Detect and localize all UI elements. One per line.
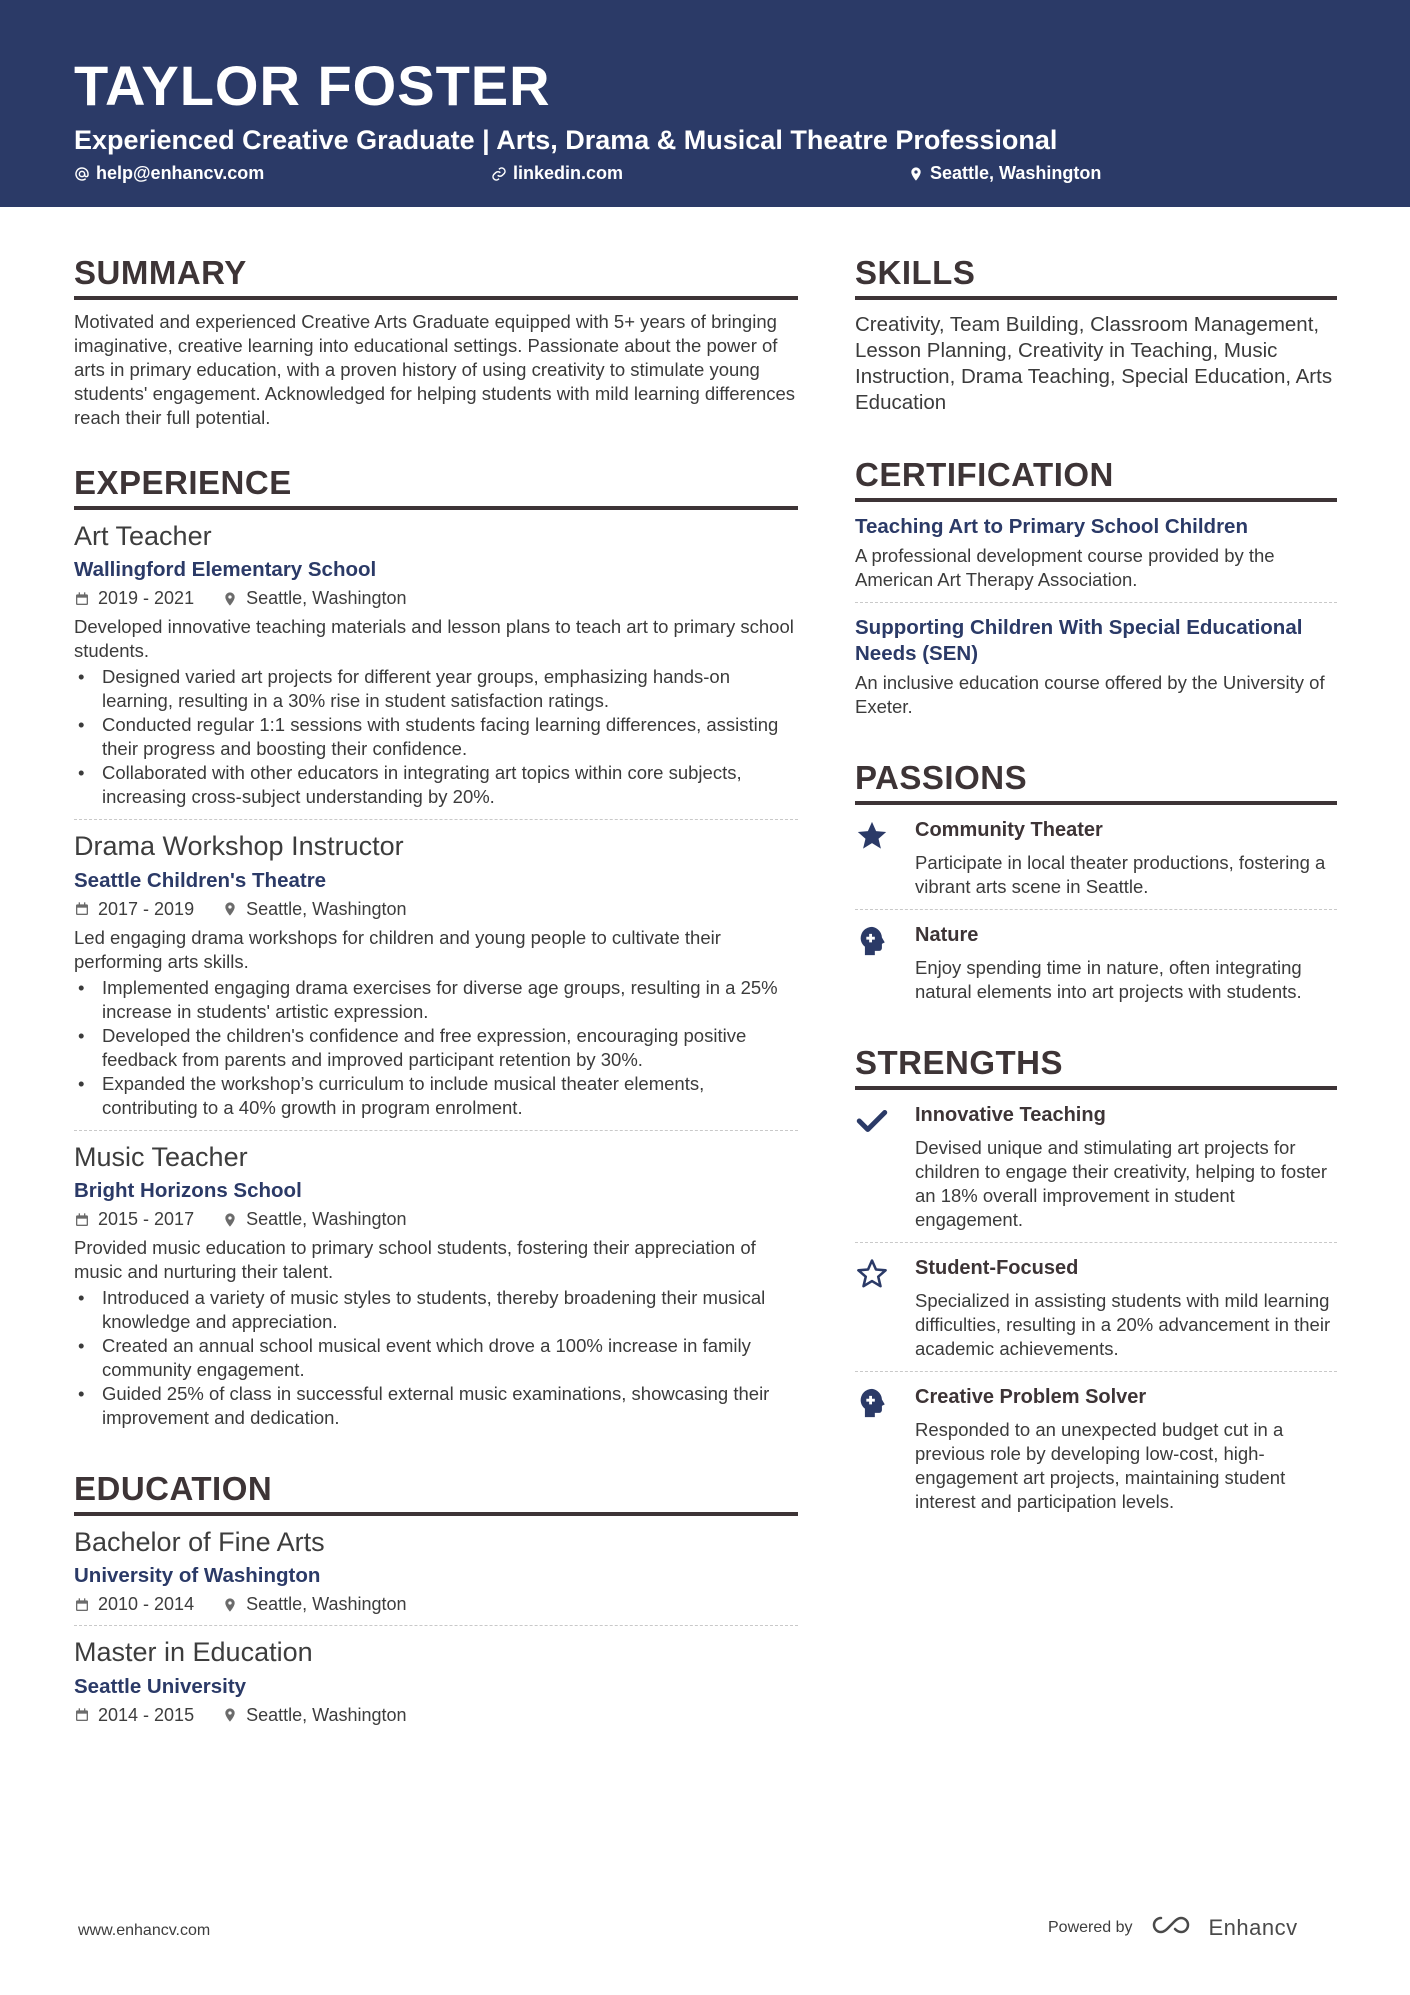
- experience-entry: [74, 1141, 798, 1430]
- strength-title: Innovative Teaching: [915, 1103, 1106, 1126]
- job-dates: 2015 - 2017: [98, 1209, 195, 1230]
- passion-entry: [855, 922, 1337, 1004]
- job-bullet: • Conducted regular 1:1 sessions with students facing learning differences, assisting their progress and boosting their confidence.: [74, 713, 798, 761]
- education-meta: [74, 1705, 798, 1726]
- resume-header: [0, 0, 1410, 207]
- candidate-name: TAYLOR FOSTER: [74, 54, 551, 117]
- education-title: EDUCATION: [74, 1470, 798, 1516]
- experience-entry: [74, 830, 798, 1130]
- job-description: Led engaging drama workshops for children and young people to cultivate their performing arts skills.: [74, 926, 721, 972]
- location-pin-icon: [222, 1597, 238, 1613]
- summary-title: SUMMARY: [74, 254, 798, 300]
- calendar-icon: [74, 901, 90, 917]
- location-pin-icon: [222, 1707, 238, 1723]
- education-dates: 2010 - 2014: [98, 1594, 195, 1615]
- job-bullet: • Designed varied art projects for different year groups, emphasizing hands-on learning, resulting in a 30% rise in student satisfaction ratings.: [74, 665, 798, 713]
- job-meta: [74, 1209, 798, 1230]
- job-bullet: • Implemented engaging drama exercises for diverse age groups, resulting in a 25% increase in students' artistic expression.: [74, 976, 798, 1024]
- passions-section: [855, 759, 1337, 1004]
- passion-title: Community Theater: [915, 818, 1103, 841]
- passion-description: Enjoy spending time in nature, often integrating natural elements into art projects with students.: [915, 956, 1302, 1002]
- job-company: Bright Horizons School: [74, 1179, 302, 1203]
- location-pin-icon: [222, 1212, 238, 1228]
- education-meta: [74, 1594, 798, 1615]
- experience-section: [74, 464, 798, 1430]
- job-meta: [74, 588, 798, 609]
- calendar-icon: [74, 1212, 90, 1228]
- degree-title: Bachelor of Fine Arts: [74, 1526, 325, 1557]
- contact-email[interactable]: [74, 163, 264, 184]
- job-description: Developed innovative teaching materials and lesson plans to teach art to primary school students.: [74, 616, 794, 662]
- job-location-text: Seattle, Washington: [246, 588, 407, 609]
- right-column: [855, 254, 1337, 1542]
- job-bullet: • Developed the children's confidence and free expression, encouraging positive feedback from parents and improved participant retention by 30%.: [74, 1024, 798, 1072]
- location-text: Seattle, Washington: [930, 163, 1102, 183]
- certification-entry: [855, 514, 1337, 603]
- experience-entry: [74, 520, 798, 820]
- education-location-text: Seattle, Washington: [246, 1594, 407, 1615]
- certification-description: A professional development course provided by the American Art Therapy Association.: [855, 544, 1275, 590]
- job-company: Seattle Children's Theatre: [74, 868, 327, 892]
- job-location-text: Seattle, Washington: [246, 1209, 407, 1230]
- education-entry: [74, 1636, 798, 1725]
- skills-section: [855, 254, 1337, 416]
- education-location: [222, 1594, 406, 1615]
- brand-name: Enhancv: [1208, 1914, 1298, 1940]
- entry-divider: [855, 1242, 1337, 1243]
- job-location-text: Seattle, Washington: [246, 898, 407, 919]
- job-bullet: • Guided 25% of class in successful external music examinations, showcasing their improvement and dedication.: [74, 1382, 798, 1430]
- star-outline-icon: [855, 1257, 889, 1291]
- linkedin-text: linkedin.com: [513, 163, 624, 183]
- entry-divider: [855, 602, 1337, 603]
- job-location: [222, 1209, 406, 1230]
- location-pin-icon: [908, 166, 924, 182]
- at-icon: [74, 166, 90, 182]
- entry-divider: [74, 819, 798, 820]
- location-pin-icon: [222, 591, 238, 607]
- passion-title: Nature: [915, 923, 979, 946]
- school-name: Seattle University: [74, 1674, 247, 1698]
- job-role: Art Teacher: [74, 520, 212, 551]
- school-name: University of Washington: [74, 1564, 321, 1588]
- job-role: Music Teacher: [74, 1141, 248, 1172]
- calendar-icon: [74, 591, 90, 607]
- summary-section: [74, 254, 798, 430]
- job-bullet: • Expanded the workshop’s curriculum to include musical theater elements, contributing to a 40% growth in program enrolment.: [74, 1072, 798, 1120]
- calendar-icon: [74, 1597, 90, 1613]
- strengths-title: STRENGTHS: [855, 1044, 1337, 1090]
- enhancv-logo-icon: [1147, 1912, 1195, 1938]
- job-meta: [74, 899, 798, 920]
- star-filled-icon: [855, 819, 889, 853]
- entry-divider: [855, 909, 1337, 910]
- powered-by-label: Powered by: [1048, 1918, 1133, 1936]
- job-bullets: [74, 976, 798, 1120]
- passion-entry: [855, 817, 1337, 910]
- skills-list: Creativity, Team Building, Classroom Management, Lesson Planning, Creativity in Teaching, Music Instruction, Drama Teaching, Special Education, Arts Education: [855, 312, 1333, 414]
- job-company: Wallingford Elementary School: [74, 558, 377, 582]
- contact-linkedin[interactable]: [491, 163, 623, 184]
- certification-entry: [855, 615, 1337, 719]
- job-role: Drama Workshop Instructor: [74, 831, 404, 862]
- strength-description: Specialized in assisting students with mild learning difficulties, resulting in a 20% advancement in their academic achievements.: [915, 1289, 1331, 1359]
- education-entry: [74, 1526, 798, 1626]
- summary-text: Motivated and experienced Creative Arts Graduate equipped with 5+ years of bringing imaginative, creative learning into educational settings. Passionate about the power of arts in primary education, with a proven history of using creativity to stimulate young students' engagement. Acknowledged for helping students with mild learning differences reach their full potential.: [74, 310, 796, 428]
- email-text: help@enhancv.com: [96, 163, 265, 183]
- job-dates: 2017 - 2019: [98, 898, 195, 919]
- strength-title: Creative Problem Solver: [915, 1385, 1147, 1408]
- strength-entry: [855, 1384, 1337, 1514]
- strength-description: Devised unique and stimulating art projects for children to engage their creativity, helping to foster an 18% overall improvement in student engagement.: [915, 1136, 1328, 1230]
- strength-entry: [855, 1255, 1337, 1372]
- head-icon: [855, 1386, 889, 1420]
- job-bullets: [74, 1286, 798, 1430]
- skills-title: SKILLS: [855, 254, 1337, 300]
- candidate-headline: Experienced Creative Graduate | Arts, Drama & Musical Theatre Professional: [74, 125, 1058, 155]
- passion-description: Participate in local theater productions, fostering a vibrant arts scene in Seattle.: [915, 851, 1326, 897]
- strength-description: Responded to an unexpected budget cut in a previous role by developing low-cost, high-engagement art projects, maintaining student interest and participation levels.: [915, 1418, 1286, 1512]
- calendar-icon: [74, 1707, 90, 1723]
- experience-title: EXPERIENCE: [74, 464, 798, 510]
- job-location: [222, 899, 406, 920]
- job-bullet: • Created an annual school musical event which drove a 100% increase in family community engagement.: [74, 1334, 798, 1382]
- job-dates: 2019 - 2021: [98, 588, 195, 609]
- head-icon: [855, 924, 889, 958]
- job-location: [222, 588, 406, 609]
- entry-divider: [855, 1371, 1337, 1372]
- certification-name: Teaching Art to Primary School Children: [855, 514, 1248, 538]
- entry-divider: [74, 1130, 798, 1131]
- job-bullet: • Collaborated with other educators in integrating art topics within core subjects, increasing cross-subject understanding by 20%.: [74, 761, 798, 809]
- checkmark-icon: [855, 1104, 889, 1138]
- contact-location: [908, 163, 1101, 184]
- location-pin-icon: [222, 901, 238, 917]
- link-icon: [491, 166, 507, 182]
- strengths-section: [855, 1044, 1337, 1514]
- education-location: [222, 1705, 406, 1726]
- footer-branding: [1048, 1912, 1298, 1943]
- left-column: [74, 254, 798, 1754]
- entry-divider: [74, 1625, 798, 1626]
- job-bullets: [74, 665, 798, 809]
- passions-title: PASSIONS: [855, 759, 1337, 805]
- footer-website[interactable]: www.enhancv.com: [78, 1922, 211, 1939]
- certification-title: CERTIFICATION: [855, 456, 1337, 502]
- strength-entry: [855, 1102, 1337, 1243]
- certification-description: An inclusive education course offered by the University of Exeter.: [855, 671, 1325, 717]
- certification-section: [855, 456, 1337, 719]
- education-location-text: Seattle, Washington: [246, 1704, 407, 1725]
- education-dates: 2014 - 2015: [98, 1704, 195, 1725]
- job-bullet: • Introduced a variety of music styles to students, thereby broadening their musical knowledge and appreciation.: [74, 1286, 798, 1334]
- degree-title: Master in Education: [74, 1637, 313, 1668]
- certification-name: Supporting Children With Special Educational Needs (SEN): [855, 615, 1303, 665]
- job-description: Provided music education to primary school students, fostering their appreciation of music and nurturing their talent.: [74, 1237, 756, 1283]
- education-section: [74, 1470, 798, 1726]
- strength-title: Student-Focused: [915, 1256, 1079, 1279]
